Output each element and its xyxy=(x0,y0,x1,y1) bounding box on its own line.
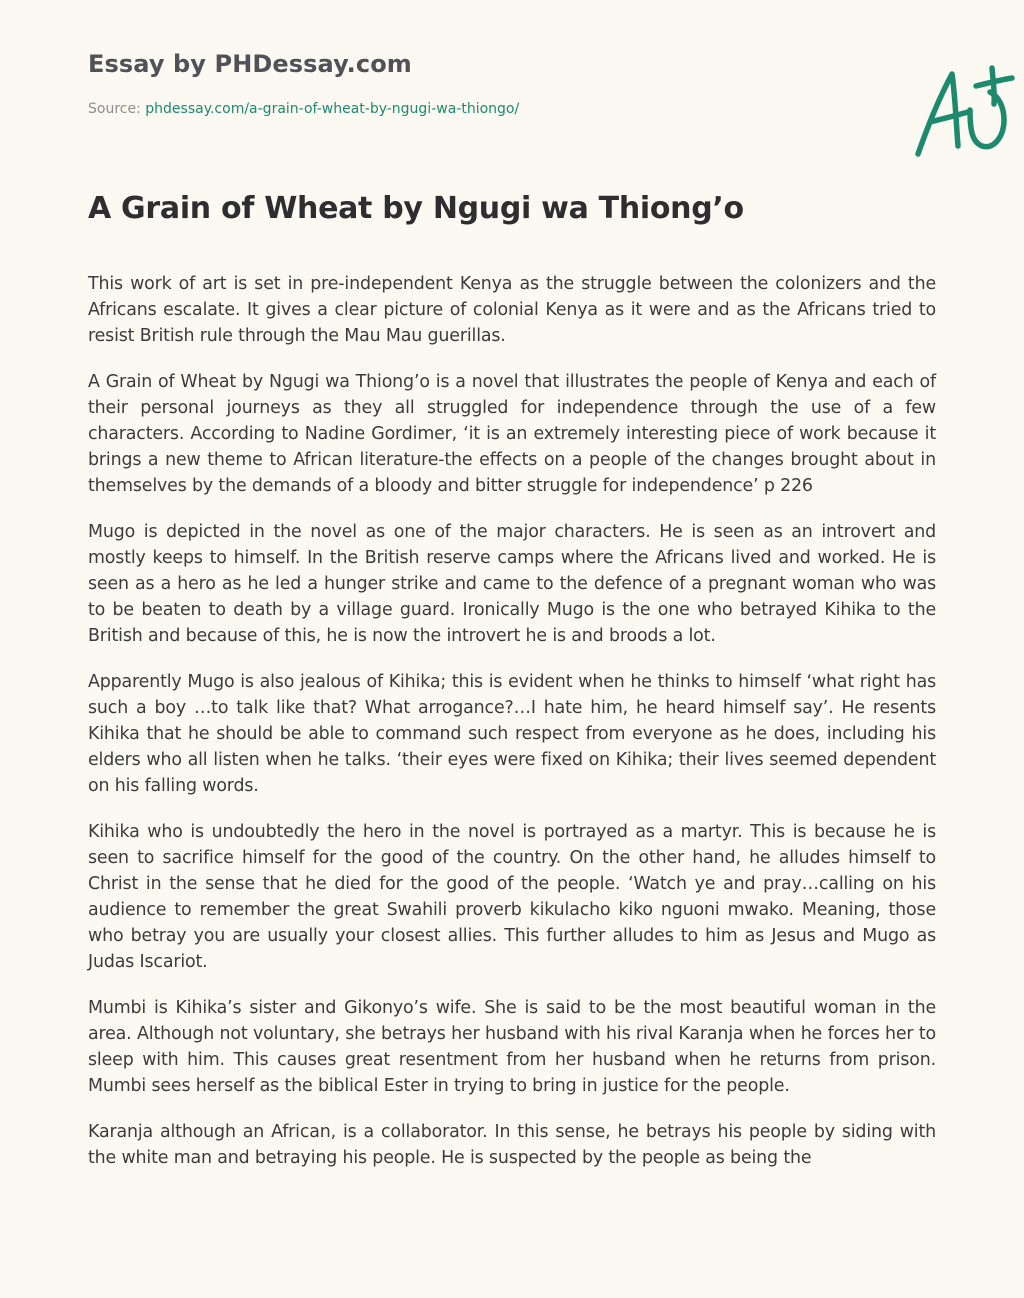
paragraph: A Grain of Wheat by Ngugi wa Thiong’o is a novel that illustrates the people of Kenya and each of their personal journeys as they all struggled for independence through the use of a few characters. According to Nadine Gordimer, ‘it is an extremely interesting piece of work because it brings a new theme to African literature-the effects on a people of the changes brought about in themselves by the demands of a bloody and bitter struggle for independence’ p 226 xyxy=(88,372,936,496)
source-label: Source: xyxy=(88,101,146,117)
paragraph: Karanja although an African, is a collaborator. In this sense, he betrays his people by siding with the white man and betraying his people. He is suspected by the people as being the xyxy=(88,1122,936,1168)
a-plus-logo-icon xyxy=(910,64,1018,160)
site-title: Essay by PHDessay.com xyxy=(88,50,412,78)
source-line xyxy=(88,101,519,117)
paragraph: Kihika who is undoubtedly the hero in the novel is portrayed as a martyr. This is because he is seen to sacrifice himself for the good of the country. On the other hand, he alludes himself to Christ in the sense that he died for the good of the people. ‘Watch ye and pray…calling on his audience to remember the great Swahili proverb kikulacho kiko nguoni mwako. Meaning, those who betray you are usually your closest allies. This further alludes to him as Jesus and Mugo as Judas Iscariot. xyxy=(88,822,936,972)
essay-body xyxy=(88,271,936,1191)
essay-title: A Grain of Wheat by Ngugi wa Thiong’o xyxy=(88,191,744,226)
paragraph: Apparently Mugo is also jealous of Kihika; this is evident when he thinks to himself ‘what right has such a boy …to talk like that? What arrogance?…I hate him, he heard himself say’. He resents Kihika that he should be able to command such respect from everyone as he does, including his elders who all listen when he talks. ‘their eyes were fixed on Kihika; their lives seemed dependent on his falling words. xyxy=(88,672,936,796)
paragraph: Mugo is depicted in the novel as one of the major characters. He is seen as an introvert and mostly keeps to himself. In the British reserve camps where the Africans lived and worked. He is seen as a hero as he led a hunger strike and came to the defence of a pregnant woman who was to be beaten to death by a village guard. Ironically Mugo is the one who betrayed Kihika to the British and because of this, he is now the introvert he is and broods a lot. xyxy=(88,522,936,646)
paragraph: Mumbi is Kihika’s sister and Gikonyo’s wife. She is said to be the most beautiful woman in the area. Although not voluntary, she betrays her husband with his rival Karanja when he forces her to sleep with him. This causes great resentment from her husband when he returns from prison. Mumbi sees herself as the biblical Ester in trying to bring in justice for the people. xyxy=(88,998,936,1096)
source-link[interactable]: phdessay.com/a-grain-of-wheat-by-ngugi-wa-thiongo/ xyxy=(145,101,520,117)
paragraph: This work of art is set in pre-independent Kenya as the struggle between the colonizers and the Africans escalate. It gives a clear picture of colonial Kenya as it were and as the Africans tried to resist British rule through the Mau Mau guerillas. xyxy=(88,274,936,346)
